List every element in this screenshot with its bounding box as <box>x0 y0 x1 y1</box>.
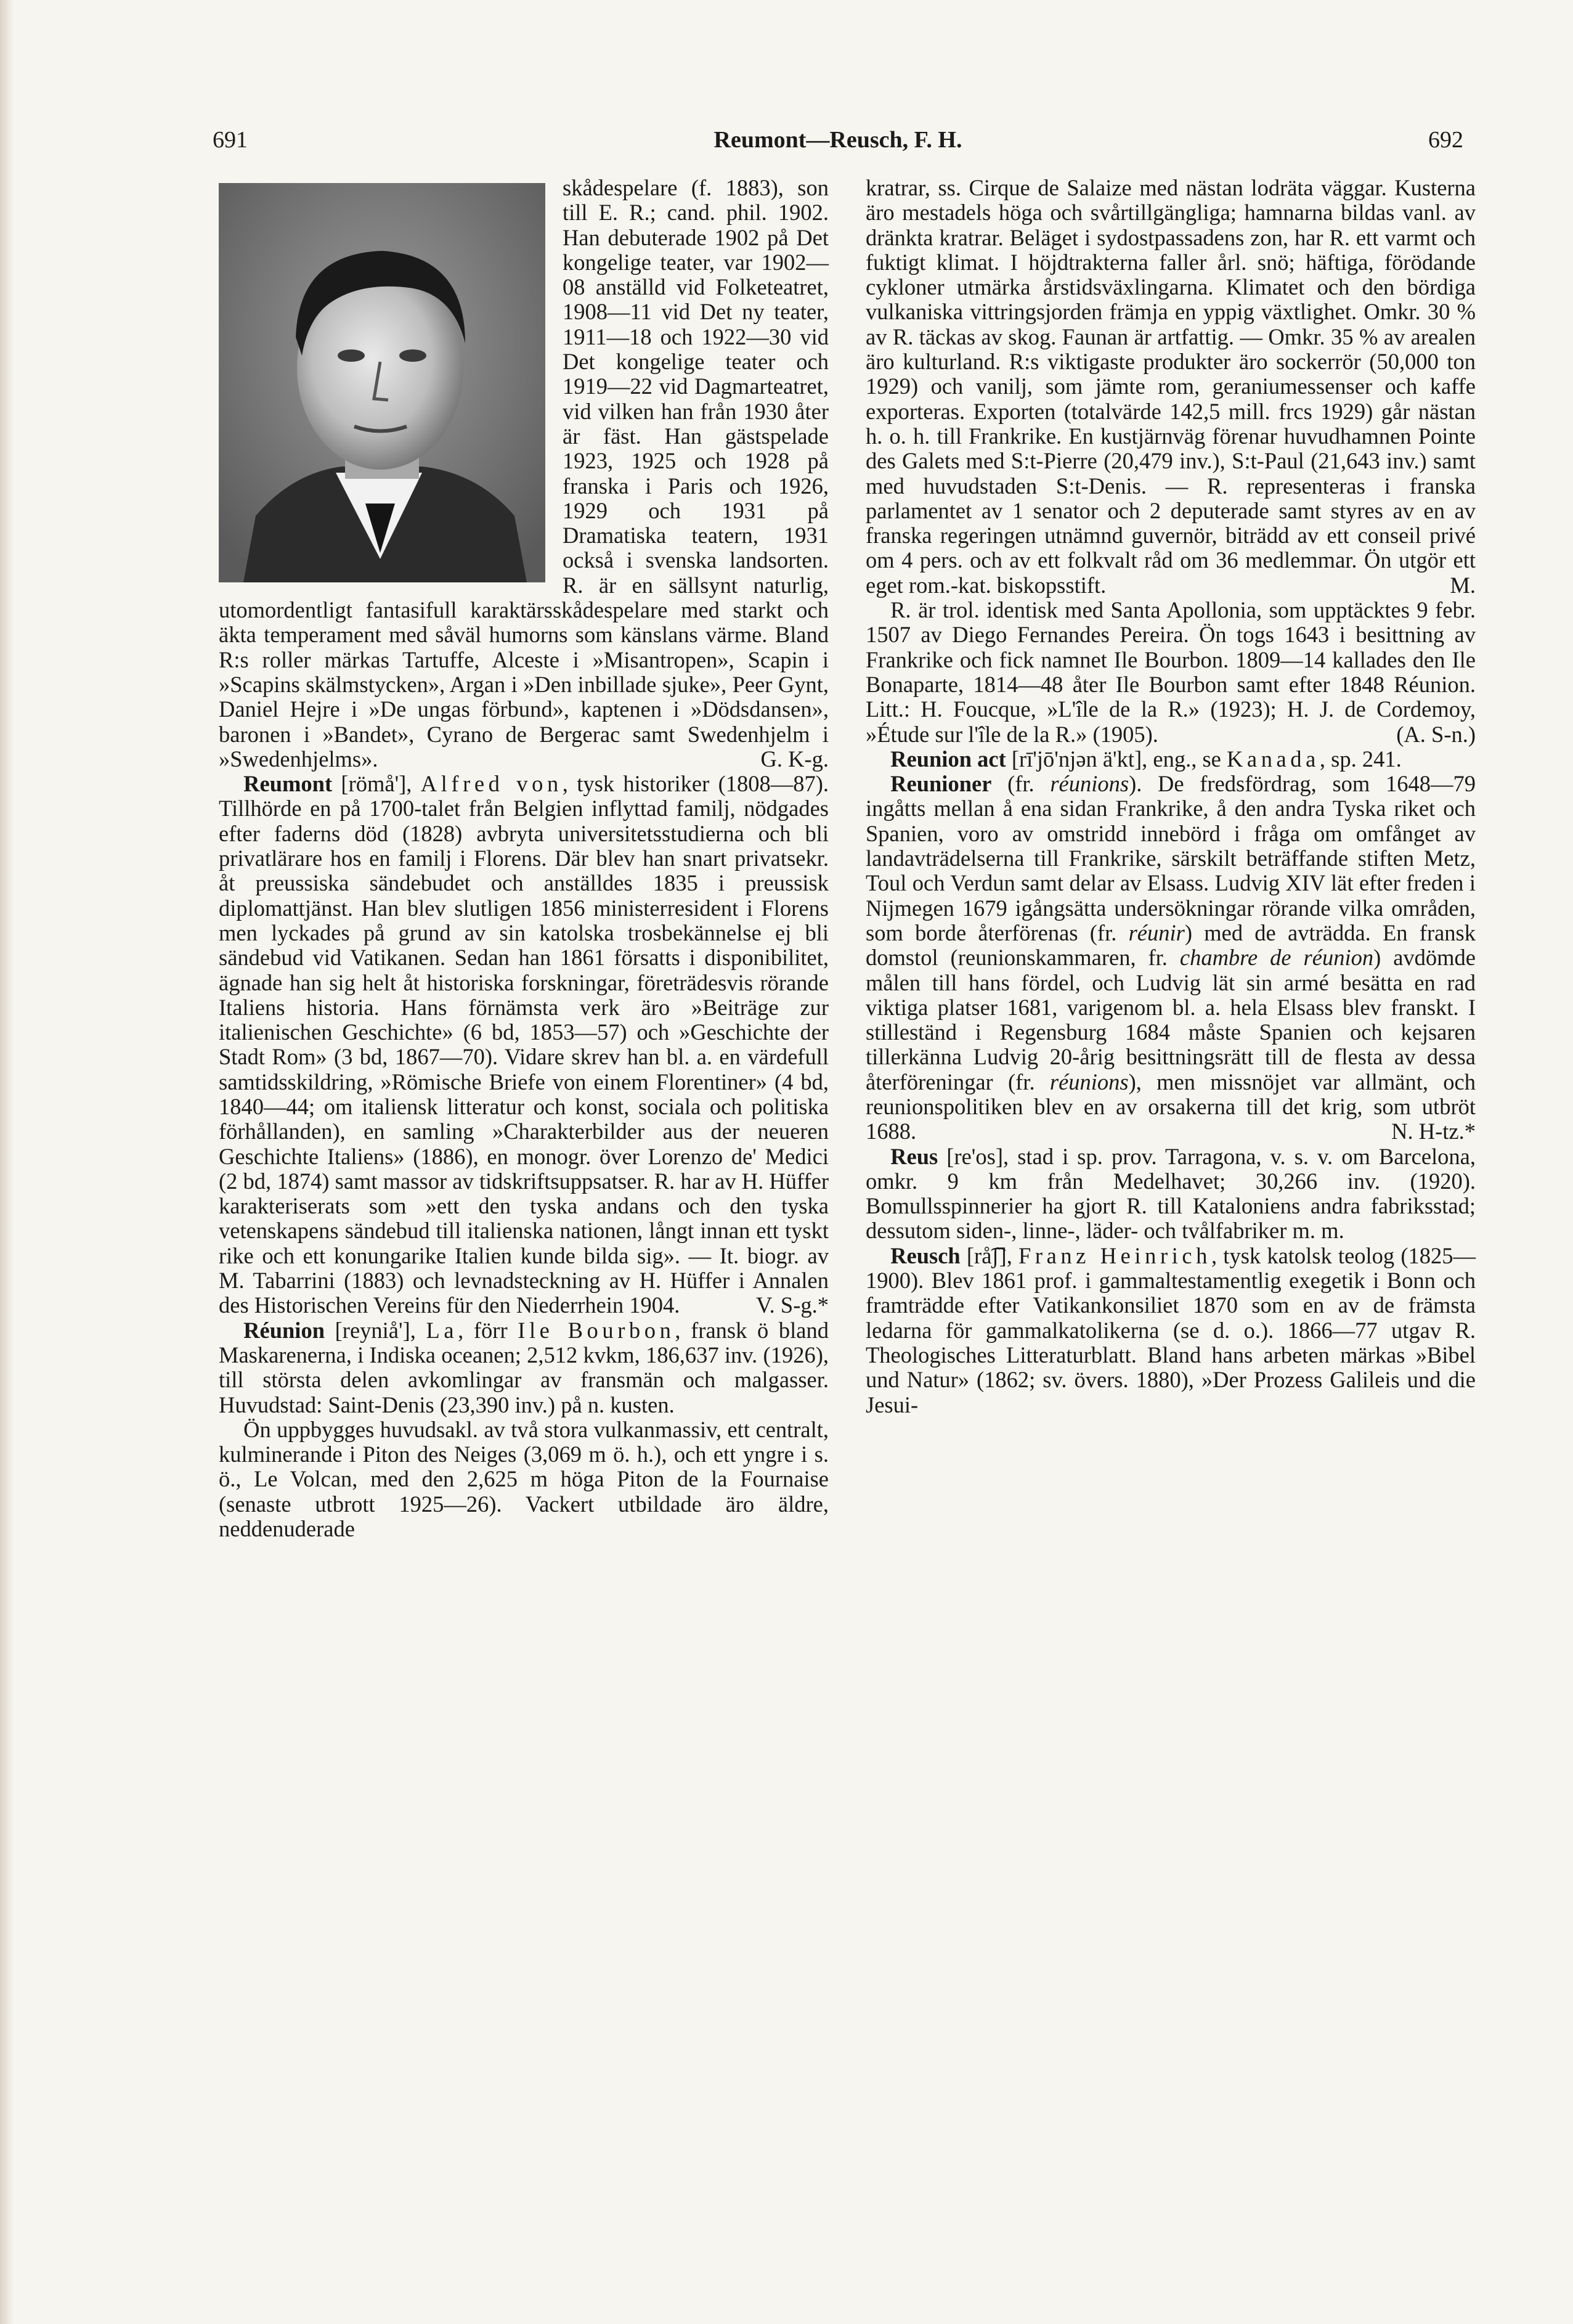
signature: (A. S-n.) <box>1396 721 1476 747</box>
entry-reunioner: Reunioner (fr. réunions). De fredsfördrag, som 1648—79 ingåtts mellan å ena sidan Frankrike, å den andra Tyska riket och Spanien, voro av omstridd innebörd i fråga om omfånget av landavträdelserna till Frankrike, särskilt beträffande stiften Metz, Toul och Verdun samt delar av Elsass. Ludvig XIV lät efter freden i Nijmegen 1679 igångsätta undersökningar rörande vilka områden, som borde återförenas (fr. réunir) med de avträdda. En fransk domstol (reunionskammaren, fr. chambre de réunion) avdömde målen till hans fördel, och Ludvig lät sin armé besätta en rad viktiga platser 1681, varigenom bl. a. hela Elsass blev franskt. I stilleständ i Regensburg 1684 måste Spanien och kejsaren tillerkänna Ludvig 20-årig besittningsrätt till de flesta av dessa återföreningar (fr. réunions), men missnöjet var allmänt, och reunionspolitiken blev en av orsakerna till det krig, som utbröt 1688. N. H-tz.* <box>866 771 1476 1144</box>
entry-reunion-geology: Ön uppbygges huvudsakl. av två stora vulkanmassiv, ett centralt, kulminerande i Piton des Neiges (3,069 m ö. h.), och ett yngre i s. ö., Le Volcan, med den 2,625 m höga Piton de la Fournaise (senaste utbrott 1925—26). Vackert utbildade äro äldre, neddenuderade <box>219 1416 829 1542</box>
entry-reunion-continued: kratrar, ss. Cirque de Salaize med nästan lodräta väggar. Kusterna äro mestadels höga och svårtillgängliga; hamnarna bildas vanl. av dränkta kratrar. Beläget i sydostpassadens zon, har R. ett varmt och fuktigt klimat. I höjdtrakterna faller årl. snö; häftiga, förödande cykloner utmärka årstidsväxlingarna. Klimatet och den bördiga vulkaniska vittringsjorden främja en yppig växtlighet. Omkr. 30 % av R. täckas av skog. Faunan är artfattig. — Omkr. 35 % av arealen äro kulturland. R:s viktigaste produkter äro sockerrör (50,000 ton 1929) och vanilj, som jämte rom, geraniumessenser och kaffe exporteras. Exporten (totalvärde 142,5 mill. frcs 1929) går nästan h. o. h. till Frankrike. En kustjärnväg förenar huvudhamnen Pointe des Galets med S:t-Pierre (20,479 inv.), S:t-Paul (21,643 inv.) samt med huvudstaden S:t-Denis. — R. representeras i franska parlamentet av 1 senator och 2 deputerade samt styres av en av franska regeringen utnämnd guvernör, biträdd av ett conseil privé om 4 pers. och av ett folkvalt råd om 36 medlemmar. Ön utgör ett eget rom.-kat. biskopsstift. M. <box>866 175 1476 598</box>
left-column <box>219 176 829 2197</box>
signature: V. S-g.* <box>756 1292 829 1318</box>
page-edge <box>0 0 14 2324</box>
portrait-photo <box>219 183 545 582</box>
headword: Reusch <box>890 1242 961 1268</box>
right-column <box>866 176 1476 2197</box>
signature: N. H-tz.* <box>1391 1119 1476 1144</box>
entry-reumont: Reumont [römå'], Alfred von, tysk historiker (1808—87). Tillhörde en på 1700-talet från Belgien inflyttad familj, nödgades efter faderns död (1828) avbryta universitetsstudierna och bli privatlärare hos en familj i Florens. Där blev han snart privatsekr. åt preussiska sändebudet och anställdes 1835 i preussisk diplomattjänst. Han blev slutligen 1856 ministerresident i Florens men lyckades på grund av sin katolska trosbekännelse ej bli sändebud vid Vatikanen. Sedan han 1861 försatts i disponibilitet, ägnade han sig helt åt historiska forskningar, företrädesvis rörande Italiens historia. Hans förnämsta verk äro »Beiträge zur italienischen Geschichte» (6 bd, 1853—57) och »Geschichte der Stadt Rom» (3 bd, 1867—70). Vidare skrev han bl. a. en värdefull samtidsskildring, »Römische Briefe von einem Florentiner» (4 bd, 1840—44; om italiensk litteratur och konst, sociala och politiska förhållanden), en samling »Charakterbilder aus der neueren Geschichte Italiens» (1886), en monogr. över Lorenzo de' Medici (2 bd, 1874) samt massor av tidskriftsuppsatser. R. har av H. Hüffer karakteriserats som »ett den tyska andans och den tyska vetenskapens sändebud till italienska nationen, långt innan ett tyskt rike och ett konungarike Italien kunde bilda sig». — It. biogr. av M. Tabarrini (1883) och levnadsteckning av H. Hüffer i Annalen des Historischen Vereins für den Niederrhein 1904. V. S-g.* <box>219 771 829 1318</box>
headword: Reus <box>890 1143 938 1169</box>
running-title: Reumont—Reusch, F. H. <box>713 127 962 153</box>
portrait-image <box>219 183 545 582</box>
entry-reus: Reus [re'os], stad i sp. prov. Tarragona, v. s. v. om Barcelona, omkr. 9 km från Medelhavet; 30,266 inv. (1920). Bomullsspinnerier ha gjort R. till Kataloniens andra fabriksstad; dessutom siden-, linne-, läder- och tvålfabriker m. m. <box>866 1143 1476 1244</box>
entry-reusch: Reusch [rå͡ʃ], Franz Heinrich, tysk katolsk teolog (1825—1900). Blev 1861 prof. i gammaltestamentlig exegetik i Bonn och framträdde efter Vatikankonsiliet 1870 som en av de främsta ledarna för gammalkatolikerna (se d. o.). 1866—77 utgav R. Theologisches Litteraturblatt. Bland hans arbeten märkas »Bibel und Natur» (1862; sv. övers. 1880), »Der Prozess Galileis und die Jesui- <box>866 1242 1476 1417</box>
entry-reunion: Réunion [reyniå'], La, förr Ile Bourbon, fransk ö bland Maskarenerna, i Indiska oceanen; 2,512 kvkm, 186,637 inv. (1926), till största delen avkomlingar av fransmän och malgasser. Huvudstad: Saint-Denis (23,390 inv.) på n. kusten. <box>219 1317 829 1417</box>
page-number-left: 691 <box>213 127 248 153</box>
page-number-right: 692 <box>1428 127 1463 153</box>
entry-reunion-history: R. är trol. identisk med Santa Apollonia, som upptäcktes 9 febr. 1507 av Diego Fernandes Pereira. Ön togs 1643 i besittning av Frankrike och fick namnet Ile Bourbon. 1809—14 kallades den Ile Bonaparte, 1814—48 åter Ile Bourbon samt efter 1848 Réunion. Litt.: H. Foucque, »L'île de la R.» (1923); H. J. de Cordemoy, »Étude sur l'île de la R.» (1905). (A. S-n.) <box>866 597 1476 747</box>
cross-reference: Kanada <box>1227 746 1320 772</box>
headword: Reumont <box>243 771 333 797</box>
entry-reunion-act: Reunion act [rī'jō'njən ä'kt], eng., se Kanada, sp. 241. <box>890 746 1402 772</box>
headword: Réunion <box>243 1317 325 1343</box>
headword: Reunion act <box>890 746 1006 772</box>
signature: M. <box>1450 572 1476 598</box>
headword: Reunioner <box>890 771 992 797</box>
entry-continuation: skådespelare (f. 1883), son till E. R.; cand. phil. 1902. Han debuterade 1902 på Det kongelige teater, var 1902—08 anställd vid Folketeatret, 1908—11 vid Det ny teater, 1911—18 och 1922—30 vid Det kongelige teater och 1919—22 vid Dagmarteatret, vid vilken han från 1930 åter är fäst. Han gästspelade 1923, 1925 och 1928 på franska i Paris och 1926, 1929 och 1931 på Dramatiska teatern, 1931 också i svenska landsorten. R. är en sällsynt naturlig, utomordentligt fantasifull karaktärsskådespelare med starkt och äkta temperament med såväl humorns som känslans värme. Bland R:s roller märkas Tartuffe, Alceste i »Misantropen», Scapin i »Scapins skälmstycken», Argan i »Den inbillade sjuke», Peer Gynt, Daniel Hejre i »De ungas förbund», kaptenen i »Dödsdansen», baronen i »Bandet», Cyrano de Bergerac samt Swedenhjelm i »Swedenhjelms». G. K-g. <box>219 175 829 772</box>
page-header <box>213 126 1463 163</box>
signature: G. K-g. <box>760 746 829 772</box>
